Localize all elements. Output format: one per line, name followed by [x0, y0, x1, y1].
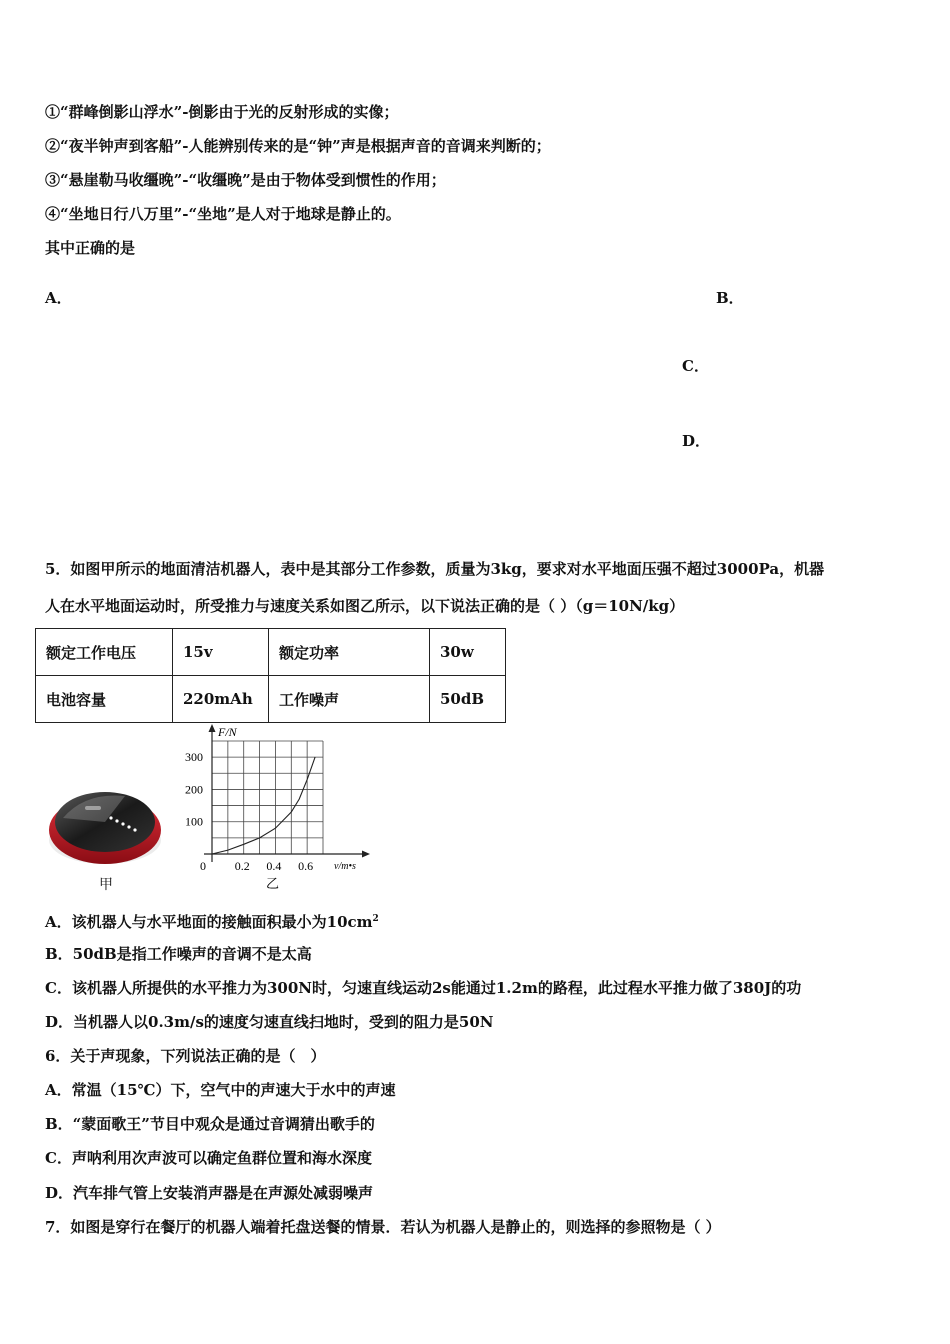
- force-speed-chart: [180, 722, 380, 894]
- statement-1: ①“群峰倒影山浮水”-倒影由于光的反射形成的实像；: [45, 103, 399, 121]
- table-cell: 220mAh: [173, 676, 269, 723]
- q5-stem-line1: 5．如图甲所示的地面清洁机器人，表中是其部分工作参数，质量为3kg，要求对水平地面压强不超过3000Pa，机器: [45, 560, 825, 578]
- q5-option-a-text: A．该机器人与水平地面的接触面积最小为10cm: [45, 913, 373, 931]
- x-tick-label: 0: [200, 859, 206, 873]
- q5-option-c[interactable]: C．该机器人所提供的水平推力为300N时，匀速直线运动2s能通过1.2m的路程，此过程水平推力做了380J的功: [45, 979, 802, 997]
- table-cell: 工作噪声: [269, 676, 430, 723]
- q6-option-b[interactable]: B．“蒙面歌王”节目中观众是通过音调猜出歌手的: [45, 1115, 375, 1133]
- y-tick-label: 200: [185, 782, 203, 797]
- q6-option-d[interactable]: D．汽车排气管上安装消声器是在声源处减弱噪声: [45, 1184, 374, 1202]
- figure-yi-label: 乙: [266, 876, 280, 891]
- y-tick-label: 300: [185, 750, 203, 765]
- y-tick-label: 100: [185, 814, 203, 829]
- table-cell: 30w: [430, 629, 506, 676]
- x-tick-label: 0.4: [266, 859, 282, 873]
- q4-option-d[interactable]: D．: [682, 432, 711, 450]
- q7-stem: 7．如图是穿行在餐厅的机器人端着托盘送餐的情景．若认为机器人是静止的，则选择的参照物是（ ）: [45, 1218, 721, 1236]
- q5-option-d[interactable]: D．当机器人以0.3m/s的速度匀速直线扫地时，受到的阻力是50N: [45, 1013, 494, 1031]
- table-cell: 50dB: [430, 676, 506, 723]
- y-axis-arrow: [209, 724, 216, 732]
- statement-4: ④“坐地日行八万里”-“坐地”是人对于地球是静止的。: [45, 205, 401, 223]
- q6-option-a[interactable]: A．常温（15℃）下，空气中的声速大于水中的声速: [45, 1081, 396, 1099]
- x-tick-label: 0.6: [298, 859, 314, 873]
- x-axis-label: v/m•s: [334, 861, 356, 872]
- q5-option-a[interactable]: [45, 909, 379, 932]
- q6-stem: 6．关于声现象，下列说法正确的是（ ）: [45, 1047, 326, 1065]
- q4-option-b[interactable]: B．: [716, 289, 744, 307]
- q4-option-c[interactable]: C．: [682, 357, 709, 375]
- q4-option-a[interactable]: A．: [45, 289, 72, 307]
- q6-option-c[interactable]: C．声呐利用次声波可以确定鱼群位置和海水深度: [45, 1149, 372, 1167]
- table-row: [36, 676, 506, 723]
- x-tick-label: 0.2: [234, 859, 250, 873]
- table-cell: 15v: [173, 629, 269, 676]
- statement-2: ②“夜半钟声到客船”-人能辨别传来的是“钟”声是根据声音的音调来判断的；: [45, 137, 551, 155]
- table-row: [36, 629, 506, 676]
- q4-prompt: 其中正确的是: [45, 239, 136, 257]
- x-axis-arrow: [362, 851, 370, 858]
- table-cell: 电池容量: [36, 676, 173, 723]
- figure-jia-label: 甲: [99, 877, 113, 893]
- q5-stem-line2: 人在水平地面运动时，所受推力与速度关系如图乙所示，以下说法正确的是（ ）（g＝10N/kg）: [45, 597, 685, 615]
- superscript: 2: [372, 914, 379, 924]
- table-cell: 额定工作电压: [36, 629, 173, 676]
- q5-option-b[interactable]: B．50dB是指工作噪声的音调不是太高: [45, 945, 312, 963]
- statement-3: ③“悬崖勒马收缰晚”-“收缰晚”是由于物体受到惯性的作用；: [45, 171, 446, 189]
- robot-vacuum-image: [45, 778, 165, 868]
- table-cell: 额定功率: [269, 629, 430, 676]
- robot-parameter-table: [35, 628, 506, 723]
- y-axis-label: F/N: [218, 725, 237, 739]
